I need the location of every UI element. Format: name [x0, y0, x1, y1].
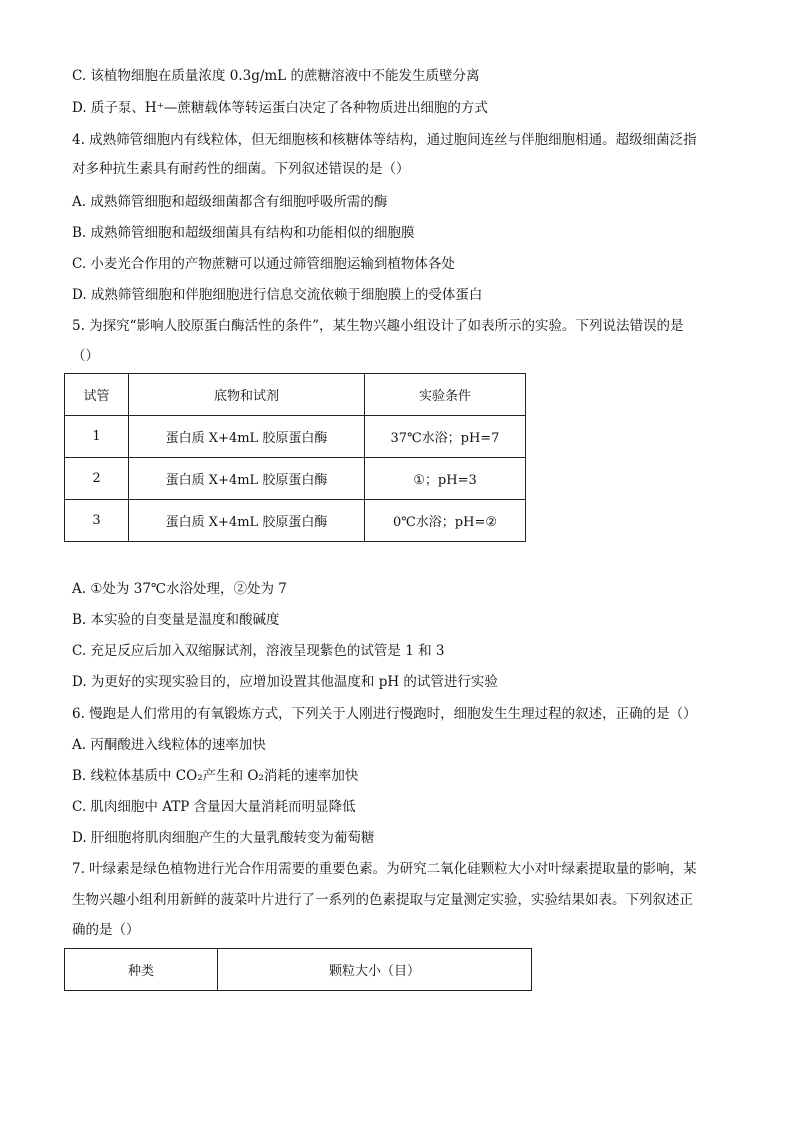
table-header-row	[65, 374, 526, 416]
q6-option-a: A. 丙酮酸进入线粒体的速率加快	[72, 737, 266, 753]
table-cell: 蛋白质 X+4mL 胶原蛋白酶	[129, 416, 365, 458]
q5-stem-line1: 5. 为探究“影响人胶原蛋白酶活性的条件”，某生物兴趣小组设计了如表所示的实验。下列说法错误的是	[72, 318, 684, 334]
table-cell: 蛋白质 X+4mL 胶原蛋白酶	[129, 458, 365, 500]
q5-experiment-table	[64, 373, 526, 542]
table-row	[65, 416, 526, 458]
table-header-cell: 实验条件	[365, 374, 526, 416]
table-header-cell: 试管	[65, 374, 129, 416]
table-header-cell: 颗粒大小（目）	[218, 949, 532, 991]
q6-option-d: D. 肝细胞将肌肉细胞产生的大量乳酸转变为葡萄糖	[72, 830, 375, 846]
table-cell: 3	[65, 500, 129, 542]
q7-stem-line3: 确的是（）	[72, 922, 140, 938]
q3-option-d: D. 质子泵、H⁺—蔗糖载体等转运蛋白决定了各种物质进出细胞的方式	[72, 100, 488, 116]
table-cell: 2	[65, 458, 129, 500]
q5-stem-line2: （）	[72, 348, 99, 364]
q7-stem-line1: 7. 叶绿素是绿色植物进行光合作用需要的重要色素。为研究二氧化硅颗粒大小对叶绿素提取量的影响，某	[72, 861, 697, 877]
table-cell: ①；pH=3	[365, 458, 526, 500]
q4-stem-line1: 4. 成熟筛管细胞内有线粒体，但无细胞核和核糖体等结构，通过胞间连丝与伴胞细胞相通。超级细菌泛指	[72, 132, 697, 148]
table-header-cell: 种类	[65, 949, 218, 991]
q4-option-c: C. 小麦光合作用的产物蔗糖可以通过筛管细胞运输到植物体各处	[72, 256, 455, 272]
q6-stem: 6. 慢跑是人们常用的有氧锻炼方式，下列关于人刚进行慢跑时，细胞发生生理过程的叙述，正确的是（）	[72, 706, 697, 722]
table-cell: 蛋白质 X+4mL 胶原蛋白酶	[129, 500, 365, 542]
q4-option-a: A. 成熟筛管细胞和超级细菌都含有细胞呼吸所需的酶	[72, 194, 388, 210]
table-row	[65, 458, 526, 500]
table-cell: 1	[65, 416, 129, 458]
table-header-row	[65, 949, 532, 991]
q5-option-d: D. 为更好的实现实验目的，应增加设置其他温度和 pH 的试管进行实验	[72, 674, 498, 690]
q6-option-b: B. 线粒体基质中 CO₂产生和 O₂消耗的速率加快	[72, 768, 359, 784]
q7-stem-line2: 生物兴趣小组利用新鲜的菠菜叶片进行了一系列的色素提取与定量测定实验，实验结果如表。下列叙述正	[72, 892, 693, 908]
table-cell: 0℃水浴；pH=②	[365, 500, 526, 542]
q4-option-b: B. 成熟筛管细胞和超级细菌具有结构和功能相似的细胞膜	[72, 225, 415, 241]
table-cell: 37℃水浴；pH=7	[365, 416, 526, 458]
q4-option-d: D. 成熟筛管细胞和伴胞细胞进行信息交流依赖于细胞膜上的受体蛋白	[72, 287, 483, 303]
q5-option-a: A. ①处为 37℃水浴处理，②处为 7	[72, 581, 287, 597]
q6-option-c: C. 肌肉细胞中 ATP 含量因大量消耗而明显降低	[72, 799, 356, 815]
q5-option-b: B. 本实验的自变量是温度和酸碱度	[72, 612, 280, 628]
table-row	[65, 500, 526, 542]
q4-stem-line2: 对多种抗生素具有耐药性的细菌。下列叙述错误的是（）	[72, 161, 410, 177]
q5-option-c: C. 充足反应后加入双缩脲试剂，溶液呈现紫色的试管是 1 和 3	[72, 643, 445, 659]
q3-option-c: C. 该植物细胞在质量浓度 0.3g/mL 的蔗糖溶液中不能发生质壁分离	[72, 68, 480, 84]
q7-result-table	[64, 948, 532, 991]
table-header-cell: 底物和试剂	[129, 374, 365, 416]
